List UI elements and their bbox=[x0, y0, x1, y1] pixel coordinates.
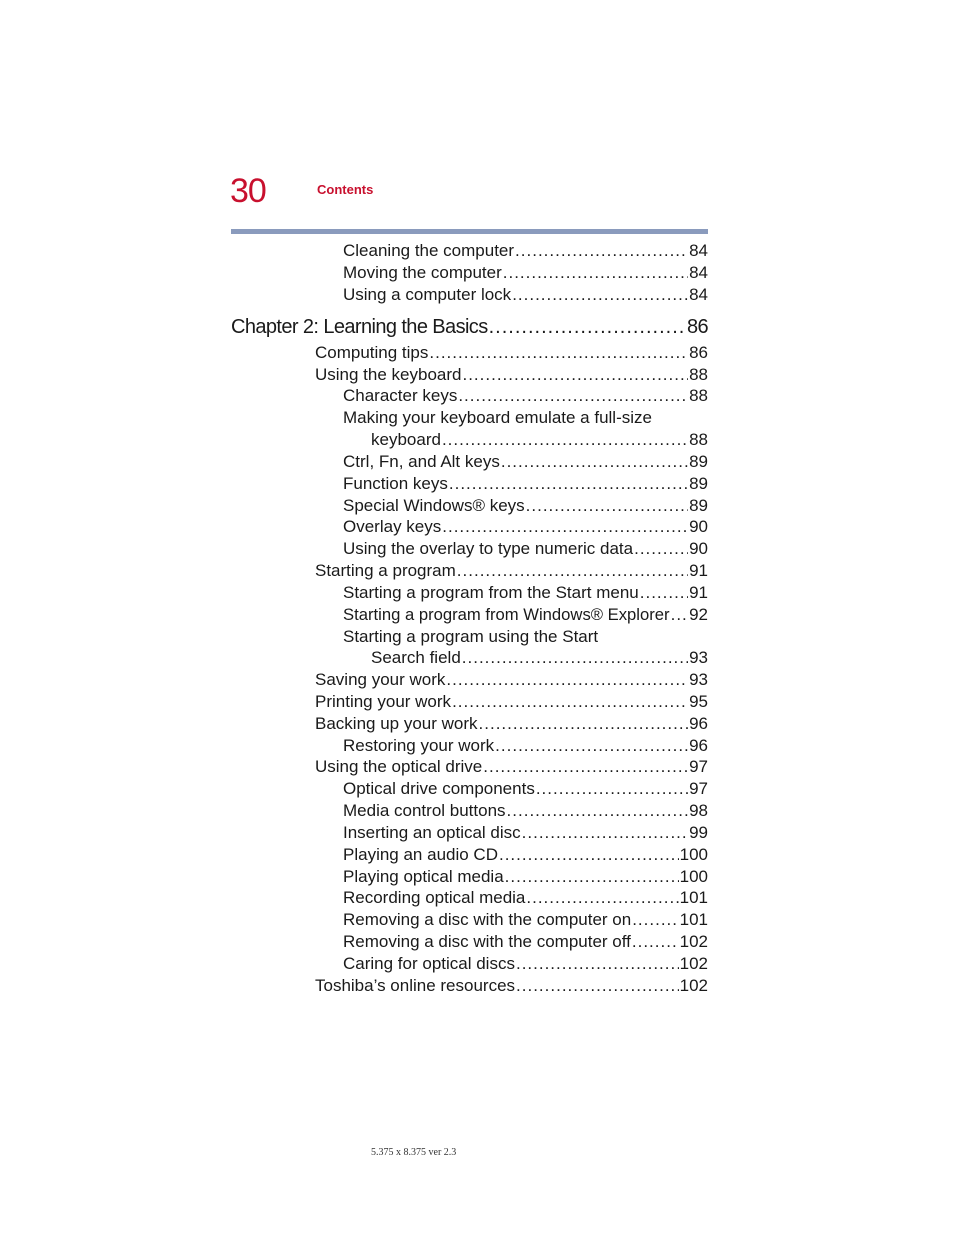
toc-entry[interactable] bbox=[343, 473, 708, 495]
dot-leader bbox=[489, 314, 686, 340]
toc-entry-page: 89 bbox=[689, 452, 708, 471]
dot-leader bbox=[515, 240, 688, 262]
dot-leader bbox=[512, 284, 688, 306]
toc-entry[interactable] bbox=[343, 735, 708, 757]
dot-leader bbox=[632, 909, 678, 931]
toc-chapter-entry[interactable] bbox=[231, 314, 708, 340]
toc-entry-title: Character keys bbox=[343, 386, 458, 405]
toc-entry[interactable] bbox=[343, 844, 708, 866]
toc-entry-page: 90 bbox=[689, 539, 708, 558]
toc-entry-title: Caring for optical discs bbox=[343, 954, 515, 973]
toc-entry-title: Computing tips bbox=[315, 343, 429, 362]
toc-entry-title: Overlay keys bbox=[343, 517, 442, 536]
toc-entry[interactable] bbox=[371, 429, 708, 451]
dot-leader bbox=[640, 582, 688, 604]
toc-entry[interactable] bbox=[315, 975, 708, 997]
toc-entry-page: 88 bbox=[689, 430, 708, 449]
toc-entry-page: 86 bbox=[689, 343, 708, 362]
toc-entry-title: Starting a program from Windows® Explorer bbox=[343, 605, 670, 624]
toc-entry[interactable] bbox=[315, 364, 708, 386]
dot-leader bbox=[505, 866, 679, 888]
toc-entry-page: 101 bbox=[679, 910, 708, 929]
toc-entry-page: 100 bbox=[679, 867, 708, 886]
toc-entry-title: Function keys bbox=[343, 474, 448, 493]
toc-entry-page: 102 bbox=[679, 932, 708, 951]
toc-entry-title: Removing a disc with the computer off bbox=[343, 932, 631, 951]
toc-entry-title: Ctrl, Fn, and Alt keys bbox=[343, 452, 500, 471]
toc-entry-page: 90 bbox=[689, 517, 708, 536]
toc-entry-page: 97 bbox=[689, 757, 708, 776]
page-number: 30 bbox=[230, 172, 266, 210]
toc-entry[interactable] bbox=[343, 778, 708, 800]
toc-entry-page: 100 bbox=[679, 845, 708, 864]
section-title: Contents bbox=[317, 182, 374, 197]
toc-entry[interactable] bbox=[315, 691, 708, 713]
dot-leader bbox=[429, 342, 688, 364]
dot-leader bbox=[536, 778, 688, 800]
toc-entry[interactable] bbox=[343, 516, 708, 538]
toc-entry-title: Using the keyboard bbox=[315, 365, 462, 384]
toc-entry-page: 89 bbox=[689, 496, 708, 515]
toc-entry-page: 91 bbox=[689, 561, 708, 580]
dot-leader bbox=[442, 516, 688, 538]
toc-entry[interactable] bbox=[343, 262, 708, 284]
dot-leader bbox=[495, 735, 688, 757]
toc-entry[interactable] bbox=[343, 604, 708, 626]
dot-leader bbox=[449, 473, 688, 495]
dot-leader bbox=[632, 931, 679, 953]
toc-entry-page: 96 bbox=[689, 714, 708, 733]
dot-leader bbox=[462, 647, 688, 669]
footer-text: 5.375 x 8.375 ver 2.3 bbox=[371, 1147, 457, 1158]
toc-entry-title: Playing an audio CD bbox=[343, 845, 498, 864]
toc-entry-page: 93 bbox=[689, 648, 708, 667]
toc-entry-title: Inserting an optical disc bbox=[343, 823, 521, 842]
toc-entry[interactable] bbox=[343, 495, 708, 517]
toc-entry-page: 89 bbox=[689, 474, 708, 493]
toc-entry[interactable] bbox=[343, 407, 708, 429]
toc-entry[interactable] bbox=[343, 451, 708, 473]
toc-entry[interactable] bbox=[343, 582, 708, 604]
dot-leader bbox=[507, 800, 689, 822]
toc-entry-title: Search field bbox=[371, 648, 461, 667]
toc-entry[interactable] bbox=[343, 953, 708, 975]
toc-entry[interactable] bbox=[343, 909, 708, 931]
toc-entry-page: 102 bbox=[679, 954, 708, 973]
dot-leader bbox=[526, 495, 688, 517]
dot-leader bbox=[516, 975, 679, 997]
toc-entry-page: 99 bbox=[689, 823, 708, 842]
dot-leader bbox=[442, 429, 688, 451]
toc-entry-title: Starting a program using the Start bbox=[343, 627, 599, 646]
dot-leader bbox=[452, 691, 688, 713]
toc-entry[interactable] bbox=[315, 713, 708, 735]
toc-entry-page: 84 bbox=[689, 285, 708, 304]
dot-leader bbox=[499, 844, 679, 866]
toc-entry-title: Special Windows® keys bbox=[343, 496, 525, 515]
toc-entry-title: Chapter 2: Learning the Basics bbox=[231, 316, 488, 338]
toc-entry[interactable] bbox=[343, 800, 708, 822]
toc-entry[interactable] bbox=[343, 931, 708, 953]
toc-entry-title: Printing your work bbox=[315, 692, 452, 711]
toc-entry-page: 93 bbox=[689, 670, 708, 689]
toc-entry[interactable] bbox=[315, 342, 708, 364]
toc-entry[interactable] bbox=[315, 560, 708, 582]
dot-leader bbox=[503, 262, 688, 284]
toc-entry-page: 88 bbox=[689, 386, 708, 405]
dot-leader bbox=[462, 364, 688, 386]
dot-leader bbox=[501, 451, 688, 473]
toc-entry-title: keyboard bbox=[371, 430, 441, 449]
toc-entry-page: 91 bbox=[689, 583, 708, 602]
toc-entry-title: Saving your work bbox=[315, 670, 446, 689]
toc-entry-title: Media control buttons bbox=[343, 801, 506, 820]
toc-entry-page: 84 bbox=[689, 263, 708, 282]
toc-entry-page: 97 bbox=[689, 779, 708, 798]
toc-entry-title: Optical drive components bbox=[343, 779, 535, 798]
toc-entry-title: Cleaning the computer bbox=[343, 241, 515, 260]
toc-entry-page: 92 bbox=[689, 605, 708, 624]
toc-entry[interactable] bbox=[343, 822, 708, 844]
toc-entry[interactable] bbox=[343, 240, 708, 262]
dot-leader bbox=[458, 385, 688, 407]
dot-leader bbox=[522, 822, 688, 844]
toc-entry-title: Moving the computer bbox=[343, 263, 502, 282]
toc-entry[interactable] bbox=[343, 887, 708, 909]
toc-entry-title: Starting a program from the Start menu bbox=[343, 583, 639, 602]
toc-entry-title: Restoring your work bbox=[343, 736, 495, 755]
toc-entry-page: 84 bbox=[689, 241, 708, 260]
toc-entry-title: Starting a program bbox=[315, 561, 456, 580]
toc-entry[interactable] bbox=[315, 669, 708, 691]
toc-entry[interactable] bbox=[343, 866, 708, 888]
toc-entry-page: 102 bbox=[679, 976, 708, 995]
toc-entry-title: Toshiba’s online resources bbox=[315, 976, 516, 995]
toc-entry[interactable] bbox=[343, 626, 708, 648]
toc-entry-title: Using a computer lock bbox=[343, 285, 512, 304]
toc-entry-page: 86 bbox=[686, 316, 708, 338]
toc-entry-page: 98 bbox=[689, 801, 708, 820]
dot-leader bbox=[483, 756, 688, 778]
toc-entry-title: Using the optical drive bbox=[315, 757, 483, 776]
dot-leader bbox=[516, 953, 679, 975]
toc-entry-title: Removing a disc with the computer on bbox=[343, 910, 632, 929]
dot-leader bbox=[479, 713, 689, 735]
dot-leader bbox=[446, 669, 688, 691]
toc-entry-title: Making your keyboard emulate a full-size bbox=[343, 408, 652, 427]
toc-entry-page: 88 bbox=[689, 365, 708, 384]
toc-entry-page: 101 bbox=[679, 888, 708, 907]
toc-entry-page: 96 bbox=[689, 736, 708, 755]
dot-leader bbox=[634, 538, 688, 560]
toc-entry[interactable] bbox=[343, 385, 708, 407]
toc-entry-page: 95 bbox=[689, 692, 708, 711]
toc-entry[interactable] bbox=[343, 538, 708, 560]
header-rule bbox=[231, 229, 708, 234]
dot-leader bbox=[457, 560, 688, 582]
toc-entry-title: Using the overlay to type numeric data bbox=[343, 539, 634, 558]
toc-entry[interactable] bbox=[343, 284, 708, 306]
toc-entry[interactable] bbox=[315, 756, 708, 778]
dot-leader bbox=[671, 604, 688, 626]
toc-entry-title: Playing optical media bbox=[343, 867, 504, 886]
dot-leader bbox=[526, 887, 678, 909]
toc-entry[interactable] bbox=[371, 647, 708, 669]
toc-entry-title: Backing up your work bbox=[315, 714, 478, 733]
toc-entry-title: Recording optical media bbox=[343, 888, 526, 907]
